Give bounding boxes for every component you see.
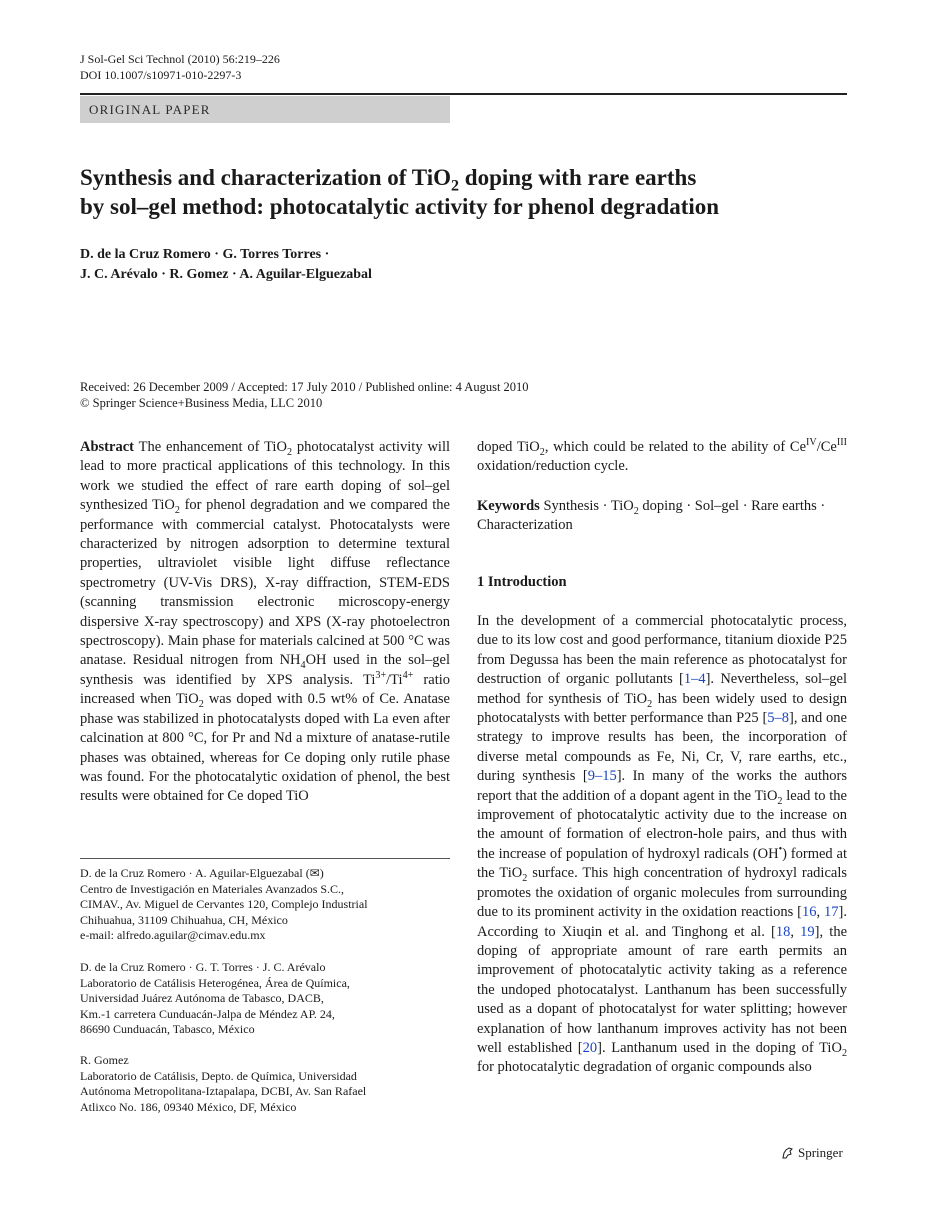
abstract-text: , which could be related to the ability of Ce bbox=[544, 439, 807, 455]
publisher-name: Springer bbox=[798, 1145, 843, 1160]
abstract-text: for phenol degradation and we compared the performance with commercial catalyst. Photocatalysts were characterized by nitrogen adsorption to determine textural properties, ultraviolet visible light diffuse reflectance spectrometry (UV-Vis DRS), X-ray diffraction, STEM-EDS (scanning transmission electronic microscopy-energy dispersive X-ray spectroscopy) and XPS (X-ray photoelectron spectroscopy). Main phase for materials calcined at 500 °C was anatase. Residual nitrogen from NH bbox=[80, 497, 450, 669]
affiliation-line: Universidad Juárez Autónoma de Tabasco, DACB, bbox=[80, 991, 324, 1006]
keywords-text: Synthesis · TiO bbox=[539, 498, 634, 514]
subscript: 2 bbox=[633, 505, 639, 517]
body-text: lead to the improvement of photocatalytic activity due to the increase on the amount of formation of electron-hole pairs, and thus with the increase of population of hydroxyl radicals (OH bbox=[477, 787, 847, 862]
abstract-text: ratio increased when TiO bbox=[80, 671, 451, 708]
publication-dates bbox=[80, 379, 780, 411]
affiliation-line: Laboratorio de Catálisis, Depto. de Química, Universidad bbox=[80, 1068, 357, 1083]
keywords-label: Keywords bbox=[477, 498, 540, 514]
body-text: ], the doping of appropriate amount of rare earth permits an improvement of photocatalytic activity taking as a reference the undoped photocatalyst. Lanthanum has been successfully used as a dopant of photocatalyst for water splitting; however explanation of how lanthanum improves activity has not been well established [ bbox=[477, 923, 848, 1056]
keywords-text: doping · Sol–gel · Rare earths · Characterization bbox=[477, 498, 826, 534]
abstract-text: The enhancement of TiO bbox=[133, 439, 287, 455]
subscript: 2 bbox=[539, 446, 545, 458]
article-title bbox=[80, 163, 850, 221]
affiliation-line: Km.-1 carretera Cunduacán-Jalpa de Méndez AP. 24, bbox=[80, 1006, 335, 1021]
section-band bbox=[80, 96, 450, 123]
affiliation-line: Laboratorio de Catálisis Heterogénea, Área de Química, bbox=[80, 975, 350, 990]
subscript: 2 bbox=[174, 505, 180, 517]
citation-link[interactable]: 18 bbox=[775, 923, 791, 940]
abstract-text: was doped with 0.5 wt% of Ce. Anatase phase was stabilized in photocatalysts doped with La even after calcination at 800 °C, for Pr and Nd a mixture of anatase-rutile phases was obtained, whereas for Ce doping only rutile phase was found. For the photocatalytic oxidation of phenol, the best results were obtained for Ce doped TiO bbox=[80, 691, 450, 805]
affiliation-line: CIMAV., Av. Miguel de Cervantes 120, Complejo Industrial bbox=[80, 897, 368, 912]
citation-link[interactable]: 17 bbox=[824, 904, 839, 921]
body-text: ]. Lanthanum used in the doping of TiO bbox=[597, 1039, 842, 1056]
superscript: 3+ bbox=[375, 670, 387, 682]
body-text: ]. In many of the works the authors report that the addition of a dopant agent in the TiO bbox=[477, 768, 848, 804]
title-text: doping with rare earths bbox=[459, 165, 697, 190]
abstract-text: /Ti bbox=[386, 671, 403, 688]
authors-line-1: D. de la Cruz Romero · G. Torres Torres · bbox=[80, 247, 330, 262]
journal-citation-line: J Sol-Gel Sci Technol (2010) 56:219–226 bbox=[80, 52, 280, 66]
body-text: ]. According to Xiuqin et al. and Tinghong et al. [ bbox=[477, 904, 848, 940]
subscript: 2 bbox=[841, 1047, 847, 1059]
title-subscript: 2 bbox=[451, 177, 460, 195]
springer-horse-icon bbox=[781, 1146, 794, 1159]
body-text: has been widely used to design photocatalysts with better performance than P25 [ bbox=[477, 690, 847, 727]
dates-line: Received: 26 December 2009 / Accepted: 17 July 2010 / Published online: 4 August 2010 bbox=[80, 380, 529, 394]
title-line-2: by sol–gel method: photocatalytic activity for phenol degradation bbox=[80, 194, 720, 219]
affiliation-block bbox=[80, 866, 450, 944]
title-text: Synthesis and characterization of TiO bbox=[80, 165, 451, 190]
body-text: for photocatalytic degradation of organic compounds also bbox=[477, 1059, 812, 1076]
doi-line: DOI 10.1007/s10971-010-2297-3 bbox=[80, 68, 242, 82]
abstract bbox=[80, 438, 450, 807]
subscript: 2 bbox=[286, 446, 292, 458]
superscript: • bbox=[778, 844, 783, 856]
subscript: 4 bbox=[300, 660, 306, 672]
affiliation-authors: D. de la Cruz Romero · G. T. Torres · J. C. Arévalo bbox=[80, 960, 326, 974]
body-text: ]. Nevertheless, sol–gel method for synthesis of TiO bbox=[477, 671, 847, 707]
subscript: 2 bbox=[777, 795, 783, 807]
body-text: In the development of a commercial photocatalytic process, due to its low cost and good performance, titanium dioxide P25 from Degussa has been the main reference as photocatalyst for destruction of organic pollutants [ bbox=[477, 613, 847, 688]
affiliation-authors: R. Gomez bbox=[80, 1053, 129, 1067]
citation-link[interactable]: 1–4 bbox=[683, 671, 706, 688]
citation-link[interactable]: 9–15 bbox=[587, 768, 617, 785]
body-text: ) formed at the TiO bbox=[477, 845, 847, 882]
email-line: e-mail: alfredo.aguilar@cimav.edu.mx bbox=[80, 928, 266, 943]
affiliation-authors: D. de la Cruz Romero · A. Aguilar-Elguezabal (✉) bbox=[80, 866, 324, 880]
body-text: , bbox=[816, 904, 825, 921]
abstract-text: photocatalyst activity will lead to more practical applications of this technology. In this work we studied the effect of rare earth doping of sol–gel synthesized TiO bbox=[80, 439, 451, 514]
header-rule bbox=[80, 93, 847, 95]
copyright-line: © Springer Science+Business Media, LLC 2010 bbox=[80, 396, 323, 410]
journal-citation bbox=[80, 51, 280, 83]
affiliation-line: Autónoma Metropolitana-Iztapalapa, DCBI, Av. San Rafael bbox=[80, 1084, 367, 1099]
section-label: ORIGINAL PAPER bbox=[89, 102, 211, 117]
abstract-text: oxidation/reduction cycle. bbox=[477, 458, 629, 475]
citation-link[interactable]: 5–8 bbox=[767, 710, 790, 727]
subscript: 2 bbox=[647, 698, 653, 710]
citation-link[interactable]: 20 bbox=[582, 1039, 598, 1056]
citation-link[interactable]: 16 bbox=[802, 904, 817, 921]
keywords bbox=[477, 497, 847, 536]
affiliation-block bbox=[80, 1053, 450, 1115]
superscript: III bbox=[836, 437, 847, 449]
abstract-text: TiO bbox=[516, 439, 540, 455]
affiliation-line: Chihuahua, 31109 Chihuahua, CH, México bbox=[80, 912, 288, 927]
intro-body bbox=[477, 612, 847, 1078]
abstract-text: OH used in the sol–gel synthesis was identified by XPS analysis. Ti bbox=[80, 652, 451, 688]
abstract-text: /Ce bbox=[816, 439, 837, 455]
abstract-label: Abstract bbox=[80, 439, 134, 455]
affiliation-line: 86690 Cunduacán, Tabasco, México bbox=[80, 1022, 255, 1037]
subscript: 2 bbox=[198, 699, 204, 711]
intro-heading: 1 Introduction bbox=[477, 574, 567, 590]
body-text: ], and one strategy to improve results has been, the incorporation of diverse metal compounds as Fe, Ni, Cr, V, rare earths, etc., during synthesis [ bbox=[477, 710, 847, 785]
abstract-continuation: doped TiO$_2$, which could be related to the ability of $Ce^{IV}/Ce^{III}$ oxidation/reduction cycle. bbox=[477, 437, 847, 475]
superscript: IV bbox=[806, 437, 817, 449]
citation-link[interactable]: 19 bbox=[800, 923, 815, 940]
authors-line-2: J. C. Arévalo · R. Gomez · A. Aguilar-Elguezabal bbox=[80, 267, 372, 282]
publisher-logo bbox=[781, 1145, 843, 1161]
affiliation-rule bbox=[80, 858, 450, 859]
body-text: surface. This high concentration of hydroxyl radicals promotes the oxidation of organic molecules from surrounding due to its prominent activity in the oxidation reactions [ bbox=[477, 865, 847, 921]
body-text: , bbox=[790, 923, 801, 940]
author-list bbox=[80, 245, 780, 285]
superscript: 4+ bbox=[402, 670, 414, 682]
affiliation-block bbox=[80, 960, 450, 1038]
subscript: 2 bbox=[522, 873, 528, 885]
affiliation-line: Atlixco No. 186, 09340 México, DF, México bbox=[80, 1099, 297, 1114]
affiliation-line: Centro de Investigación en Materiales Avanzados S.C., bbox=[80, 881, 345, 896]
